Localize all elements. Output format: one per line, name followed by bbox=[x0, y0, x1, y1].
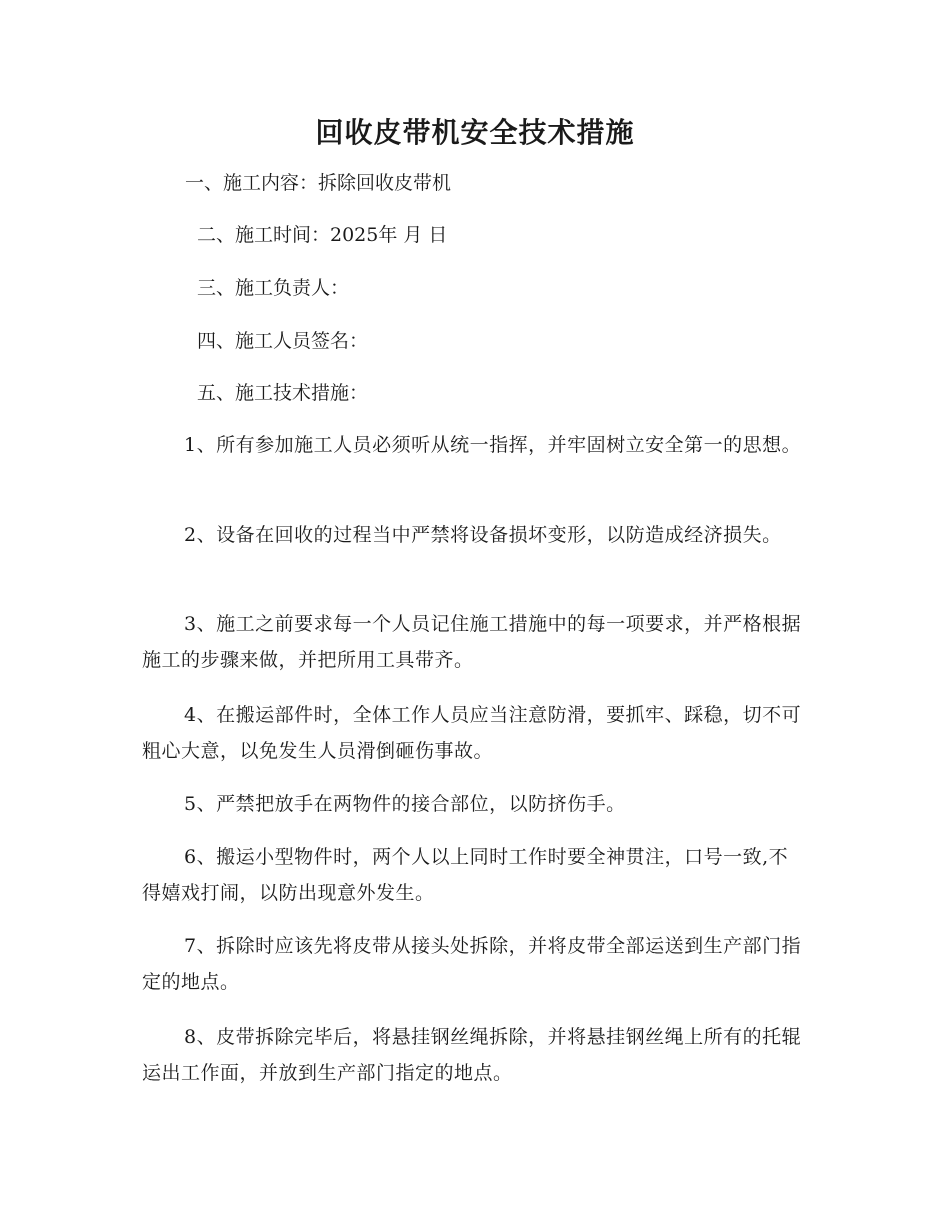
field-construction-content: 一、施工内容：拆除回收皮带机 bbox=[185, 172, 452, 194]
measure-item-2: 2、设备在回收的过程当中严禁将设备损坏变形，以防造成经济损失。 bbox=[184, 524, 782, 546]
document-title: 回收皮带机安全技术措施 bbox=[315, 116, 635, 149]
measure-item-3: 3、施工之前要求每一个人员记住施工措施中的每一项要求，并严格根据施工的步骤来做，并把所用工具带齐。 bbox=[142, 613, 802, 671]
measure-item-1: 1、所有参加施工人员必须听从统一指挥，并牢固树立安全第一的思想。 bbox=[184, 434, 802, 456]
field-worker-signatures: 四、施工人员签名： bbox=[197, 330, 369, 352]
measure-item-5: 5、严禁把放手在两物件的接合部位，以防挤伤手。 bbox=[184, 793, 626, 815]
measure-item-6: 6、搬运小型物件时，两个人以上同时工作时要全神贯注，口号一致,不得嬉戏打闹，以防出现意外发生。 bbox=[142, 846, 789, 904]
measure-item-4: 4、在搬运部件时，全体工作人员应当注意防滑，要抓牢、踩稳，切不可粗心大意，以免发生人员滑倒砸伤事故。 bbox=[142, 704, 802, 762]
measure-item-7: 7、拆除时应该先将皮带从接头处拆除，并将皮带全部运送到生产部门指定的地点。 bbox=[142, 935, 802, 993]
field-construction-time: 二、施工时间：2025年 月 日 bbox=[197, 224, 448, 246]
measure-item-8: 8、皮带拆除完毕后，将悬挂钢丝绳拆除，并将悬挂钢丝绳上所有的托辊运出工作面，并放到生产部门指定的地点。 bbox=[142, 1026, 802, 1084]
field-technical-measures: 五、施工技术措施： bbox=[197, 382, 369, 404]
field-person-in-charge: 三、施工负责人： bbox=[197, 277, 350, 299]
